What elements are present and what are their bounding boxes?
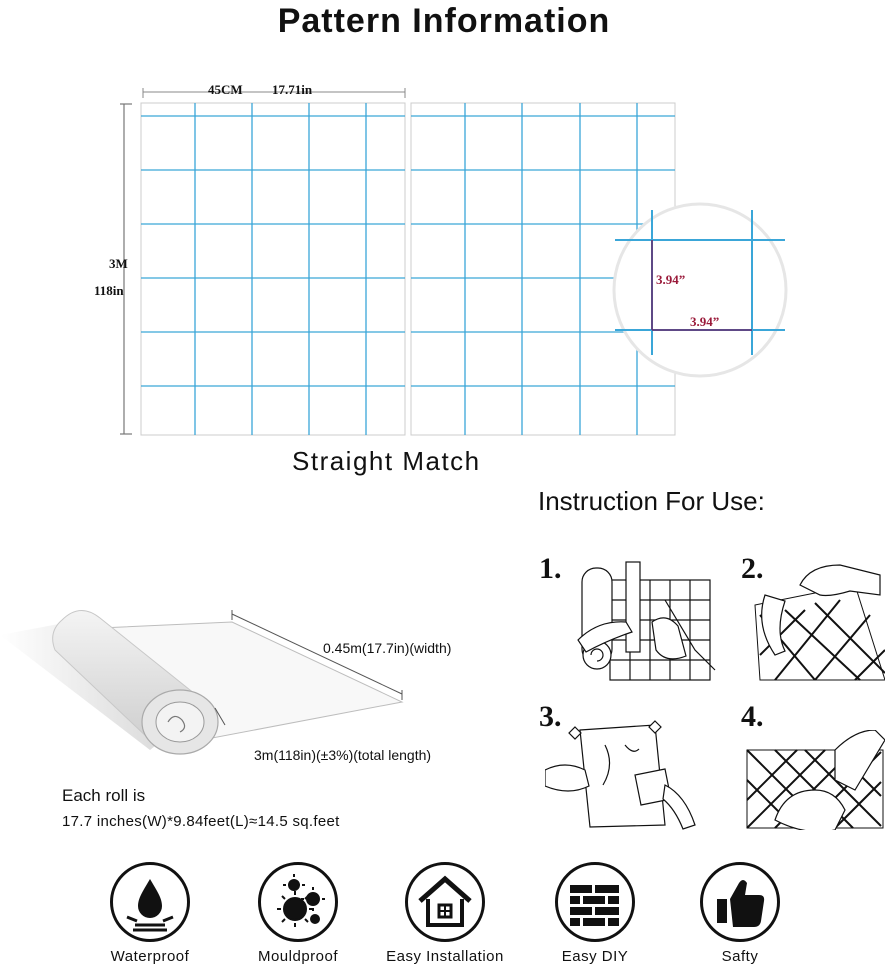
step-4-number: 4. xyxy=(741,700,764,733)
easy-diy-badge xyxy=(555,862,635,942)
feature-label-waterproof: Waterproof xyxy=(110,948,190,965)
each-roll-heading: Each roll is xyxy=(62,786,146,805)
instructions-title: Instruction For Use: xyxy=(538,486,765,516)
feature-label-safty: Safty xyxy=(721,948,759,965)
roll-length-label: 3m(118in)(±3%)(total length) xyxy=(254,747,432,763)
page-title: Pattern Information xyxy=(277,2,611,40)
easy-installation-badge xyxy=(405,862,485,942)
roll-width-label: 0.45m(17.7in)(width) xyxy=(323,640,452,656)
measure-cut-icon xyxy=(570,560,720,690)
waterproof-badge xyxy=(110,862,190,942)
each-roll-detail: 17.7 inches(W)*9.84feet(L)≈14.5 sq.feet xyxy=(62,813,340,830)
pattern-diagram xyxy=(0,0,888,480)
peel-backing-icon xyxy=(745,555,885,685)
house-icon xyxy=(408,865,482,939)
mould-icon xyxy=(261,865,335,939)
mouldproof-badge xyxy=(258,862,338,942)
height-m-label: 3M xyxy=(109,256,128,271)
brick-wall-icon xyxy=(558,865,632,939)
step-2-number: 2. xyxy=(741,552,764,585)
apply-smooth-icon xyxy=(745,730,885,830)
feature-label-easy-installation: Easy Installation xyxy=(386,948,504,965)
square-width-label: 3.94” xyxy=(690,314,720,329)
square-height-label: 3.94” xyxy=(656,272,686,287)
step-1-number: 1. xyxy=(539,552,562,585)
height-in-label: 118in xyxy=(94,283,124,298)
water-drop-icon xyxy=(113,865,187,939)
step-3-number: 3. xyxy=(539,700,562,733)
feature-label-mouldproof: Mouldproof xyxy=(257,948,339,965)
clean-surface-icon xyxy=(545,715,705,835)
wallpaper-roll-illustration xyxy=(0,580,520,770)
width-in-label: 17.71in xyxy=(272,82,313,97)
grid-panel-left xyxy=(141,103,405,435)
magnifier-circle xyxy=(614,204,786,376)
width-cm-label: 45CM xyxy=(208,82,243,97)
thumbs-up-icon xyxy=(703,865,777,939)
safety-badge xyxy=(700,862,780,942)
feature-label-easy-diy: Easy DIY xyxy=(561,948,629,965)
pattern-caption: Straight Match xyxy=(292,446,481,476)
